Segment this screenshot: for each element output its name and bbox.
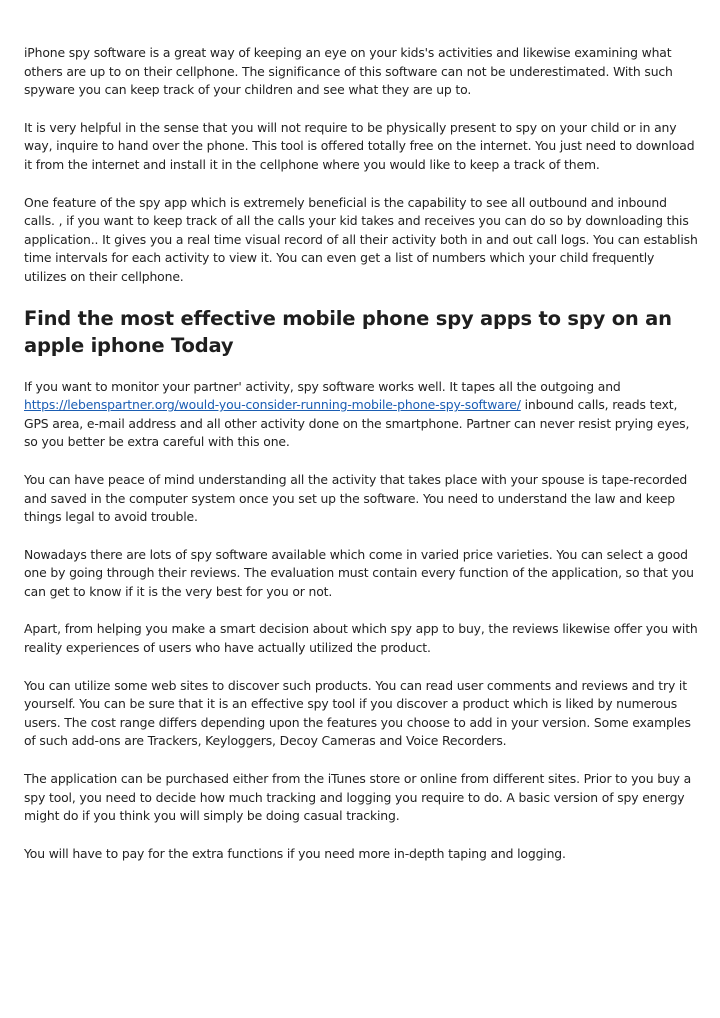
- paragraph-price-varieties: Nowadays there are lots of spy software available which come in varied price varieties. You can select a good one by going through their reviews. The evaluation must contain every function of the application, so that you can get to know if it is the very best for you or not.: [24, 546, 694, 599]
- article-link[interactable]: https://lebenspartner.org/would-you-consider-running-mobile-phone-spy-software/: [24, 397, 521, 413]
- paragraph-extra-functions: You will have to pay for the extra functions if you need more in-depth taping and logging.: [24, 845, 566, 861]
- paragraph-partner-text-end: inbound calls, reads text, GPS area, e-mail address and all other activity done on the smartphone. Partner can never resist prying eyes, so you better be extra careful with this one.: [24, 397, 690, 450]
- paragraph-partner-text-start: If you want to monitor your partner' activity, spy software works well. It tapes all the outgoing and: [24, 378, 621, 394]
- paragraph-partner-monitoring: [24, 378, 698, 452]
- paragraph-purchase: The application can be purchased either from the iTunes store or online from different sites. Prior to you buy a spy tool, you need to decide how much tracking and logging you require to do. A basic version of spy energy might do if you think you will simply be doing casual tracking.: [24, 771, 692, 824]
- paragraph-physical-presence: It is very helpful in the sense that you will not require to be physically present to spy on your child or in any way, inquire to hand over the phone. This tool is offered totally free on the internet. You just need to download it from the internet and install it in the cellphone where you would like to keep a track of them.: [24, 119, 695, 172]
- paragraph-web-sites: You can utilize some web sites to discover such products. You can read user comments and reviews and try it yourself. You can be sure that it is an effective spy tool if you discover a product which is liked by numerous users. The cost range differs depending upon the features you choose to add in your version. Some examples of such add-ons are Trackers, Keyloggers, Decoy Cameras and Voice Recorders.: [24, 677, 691, 749]
- paragraph-intro: iPhone spy software is a great way of keeping an eye on your kids's activities and likewise examining what others are up to on their cellphone. The significance of this software can not be underestimated. With such spyware you can keep track of your children and see what they are up to.: [24, 45, 673, 98]
- section-heading: Find the most effective mobile phone spy apps to spy on an apple iphone Today: [24, 306, 672, 357]
- paragraph-peace-of-mind: You can have peace of mind understanding all the activity that takes place with your spouse is tape-recorded and saved in the computer system once you set up the software. You need to understand the law and keep things legal to avoid trouble.: [24, 471, 688, 525]
- paragraph-call-logs: One feature of the spy app which is extremely beneficial is the capability to see all outbound and inbound calls. , if you want to keep track of all the calls your kid takes and receives you can do so by downloading this application.. It gives you a real time visual record of all their activity both in and out call logs. You can establish time intervals for each activity to view it. You can even get a list of numbers which your child frequently utilizes on their cellphone.: [24, 194, 698, 284]
- paragraph-reviews: Apart, from helping you make a smart decision about which spy app to buy, the reviews likewise offer you with reality experiences of users who have actually utilized the product.: [24, 621, 698, 656]
